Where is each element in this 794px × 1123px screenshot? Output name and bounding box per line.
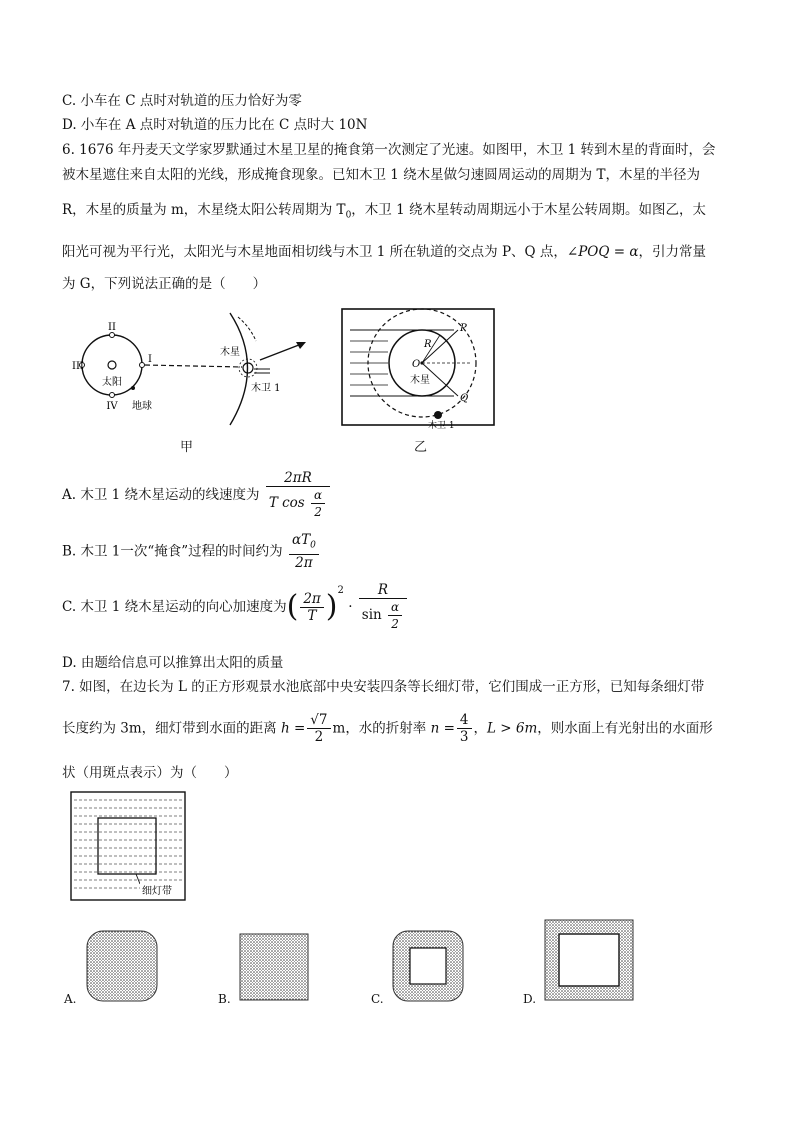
figure-jia-caption: 甲 bbox=[180, 440, 194, 455]
q6-option-c-num2: R bbox=[359, 582, 407, 599]
q6-option-c-den1: T bbox=[307, 607, 317, 624]
q7-n-num: 4 bbox=[457, 712, 472, 729]
q7-stem-line-1: 7. 如图，在边长为 L 的正方形观景水池底部中央安装四条等长细灯带，它们围成一正方形，已知每条细灯带 bbox=[62, 679, 705, 695]
q6-option-c-dot: · bbox=[348, 599, 353, 615]
figure-pool bbox=[70, 790, 190, 905]
jia-label-i: I bbox=[148, 354, 152, 365]
option-a-shape bbox=[84, 928, 160, 1004]
angle-poq: ∠POQ = α bbox=[566, 244, 639, 260]
q7-stem-line-2 bbox=[62, 712, 713, 745]
q6-option-c: C. 木卫 1 绕木星运动的向心加速度为( $\frac{2\pi}{T}$ )$^2$ · R sin $\frac{\alpha}{2}$ bbox=[62, 582, 409, 632]
q7-option-d-label[interactable]: D. bbox=[523, 992, 537, 1006]
jia-label-ii: II bbox=[108, 322, 116, 333]
q6-option-a-den-den: 2 bbox=[314, 505, 322, 519]
q6-option-a-numerator: 2πR bbox=[266, 470, 330, 487]
yi-label-io: 木卫 1 bbox=[428, 421, 455, 430]
q6-option-c-den2-pre: sin bbox=[361, 607, 382, 623]
q6-option-c-num1: 2π bbox=[300, 591, 323, 608]
q7-option-a-label[interactable]: A. bbox=[64, 992, 77, 1006]
q6-option-c-den2-den: 2 bbox=[391, 617, 399, 631]
yi-label-q: Q bbox=[460, 393, 469, 404]
q7-stem-line-2c: ， bbox=[473, 720, 488, 737]
q7-option-b-label[interactable]: B. bbox=[218, 992, 231, 1006]
q6-stem-line-2: 被木星遮住来自太阳的光线，形成掩食现象。已知木卫 1 绕木星做匀速圆周运动的周期为 T，木星的半径为 bbox=[62, 167, 700, 183]
q7-h-num: √7 bbox=[307, 712, 330, 729]
q6-option-c-den2-num: α bbox=[388, 599, 402, 616]
jia-label-iii: III bbox=[72, 361, 84, 372]
q7-stem-line-2b: ，水的折射率 bbox=[345, 720, 427, 737]
q7-stem-line-2a: 长度约为 3m，细灯带到水面的距离 bbox=[62, 720, 277, 737]
q6-stem-line-5: 为 G，下列说法正确的是（ ） bbox=[62, 276, 267, 292]
q6-option-b-denominator: 2π bbox=[295, 554, 313, 571]
q6-option-a-text: A. 木卫 1 绕木星运动的线速度为 bbox=[62, 487, 260, 503]
figure-yi-caption: 乙 bbox=[414, 440, 428, 455]
q7-stem-line-2d: ，则水面上有光射出的水面形 bbox=[537, 720, 713, 737]
q7-stem-line-3: 状（用斑点表示）为（ ） bbox=[62, 765, 238, 781]
jia-label-sun: 太阳 bbox=[102, 377, 122, 388]
q6-stem-line-4a: 阳光可视为平行光，太阳光与木星地面相切线与木卫 1 所在轨道的交点为 P、Q 点， bbox=[62, 244, 567, 260]
q6-stem-line-3 bbox=[62, 201, 706, 225]
q6-option-a bbox=[62, 470, 332, 520]
q6-option-b-numerator-sub: 0 bbox=[310, 540, 316, 551]
q5-option-c: C. 小车在 C 点时对轨道的压力恰好为零 bbox=[62, 93, 302, 109]
q6-stem-line-4c: ，引力常量 bbox=[638, 244, 706, 260]
option-b-shape bbox=[238, 932, 310, 1002]
q6-option-b bbox=[62, 532, 321, 571]
yi-label-o: O bbox=[412, 359, 421, 370]
q7-option-c-label[interactable]: C. bbox=[371, 992, 384, 1006]
t0-subscript: 0 bbox=[345, 210, 352, 221]
jia-label-jupiter: 木星 bbox=[220, 347, 240, 358]
yi-label-p: P bbox=[460, 323, 467, 334]
q6-stem-line-1: 6. 1676 年丹麦天文学家罗默通过木星卫星的掩食第一次测定了光速。如图甲，木卫 1 转到木星的背面时，会 bbox=[62, 142, 716, 158]
figure-jia bbox=[70, 305, 320, 430]
q5-option-d: D. 小车在 A 点时对轨道的压力比在 C 点时大 10N bbox=[62, 117, 368, 133]
q7-h-unit: m bbox=[332, 720, 346, 737]
q6-option-b-numerator: αT bbox=[291, 532, 311, 548]
q6-stem-line-3a: R，木星的质量为 m，木星绕太阳公转周期为 T bbox=[62, 202, 346, 218]
yi-label-jupiter: 木星 bbox=[410, 375, 430, 386]
jia-label-earth: 地球 bbox=[132, 401, 152, 412]
q7-h-eq: h = bbox=[280, 720, 306, 737]
q7-l-cond: L > 6m bbox=[487, 720, 538, 737]
q7-n-den: 3 bbox=[459, 729, 469, 745]
figure-yi bbox=[340, 305, 500, 430]
option-d-shape bbox=[543, 918, 635, 1002]
q7-n-eq: n = bbox=[430, 720, 455, 737]
q6-option-b-text: B. 木卫 1一次“掩食”过程的时间约为 bbox=[62, 543, 283, 560]
yi-label-r: R bbox=[424, 339, 432, 350]
q6-option-c-text: C. 木卫 1 绕木星运动的向心加速度为 bbox=[62, 599, 287, 615]
q7-h-den: 2 bbox=[314, 729, 324, 745]
option-c-shape bbox=[390, 928, 466, 1004]
q6-stem-line-4 bbox=[62, 243, 706, 261]
pool-label-light-strip: 细灯带 bbox=[142, 886, 172, 897]
q6-option-a-den-pre: T cos bbox=[268, 495, 305, 511]
jia-label-iv: IV bbox=[106, 401, 118, 412]
q6-option-a-den-num: α bbox=[311, 487, 325, 504]
q6-option-d: D. 由题给信息可以推算出太阳的质量 bbox=[62, 655, 284, 671]
jia-label-io: 木卫 1 bbox=[251, 383, 281, 394]
q6-option-c-power: 2 bbox=[337, 585, 344, 596]
q6-stem-line-3b: ，木卫 1 绕木星转动周期远小于木星公转周期。如图乙，太 bbox=[351, 202, 706, 218]
